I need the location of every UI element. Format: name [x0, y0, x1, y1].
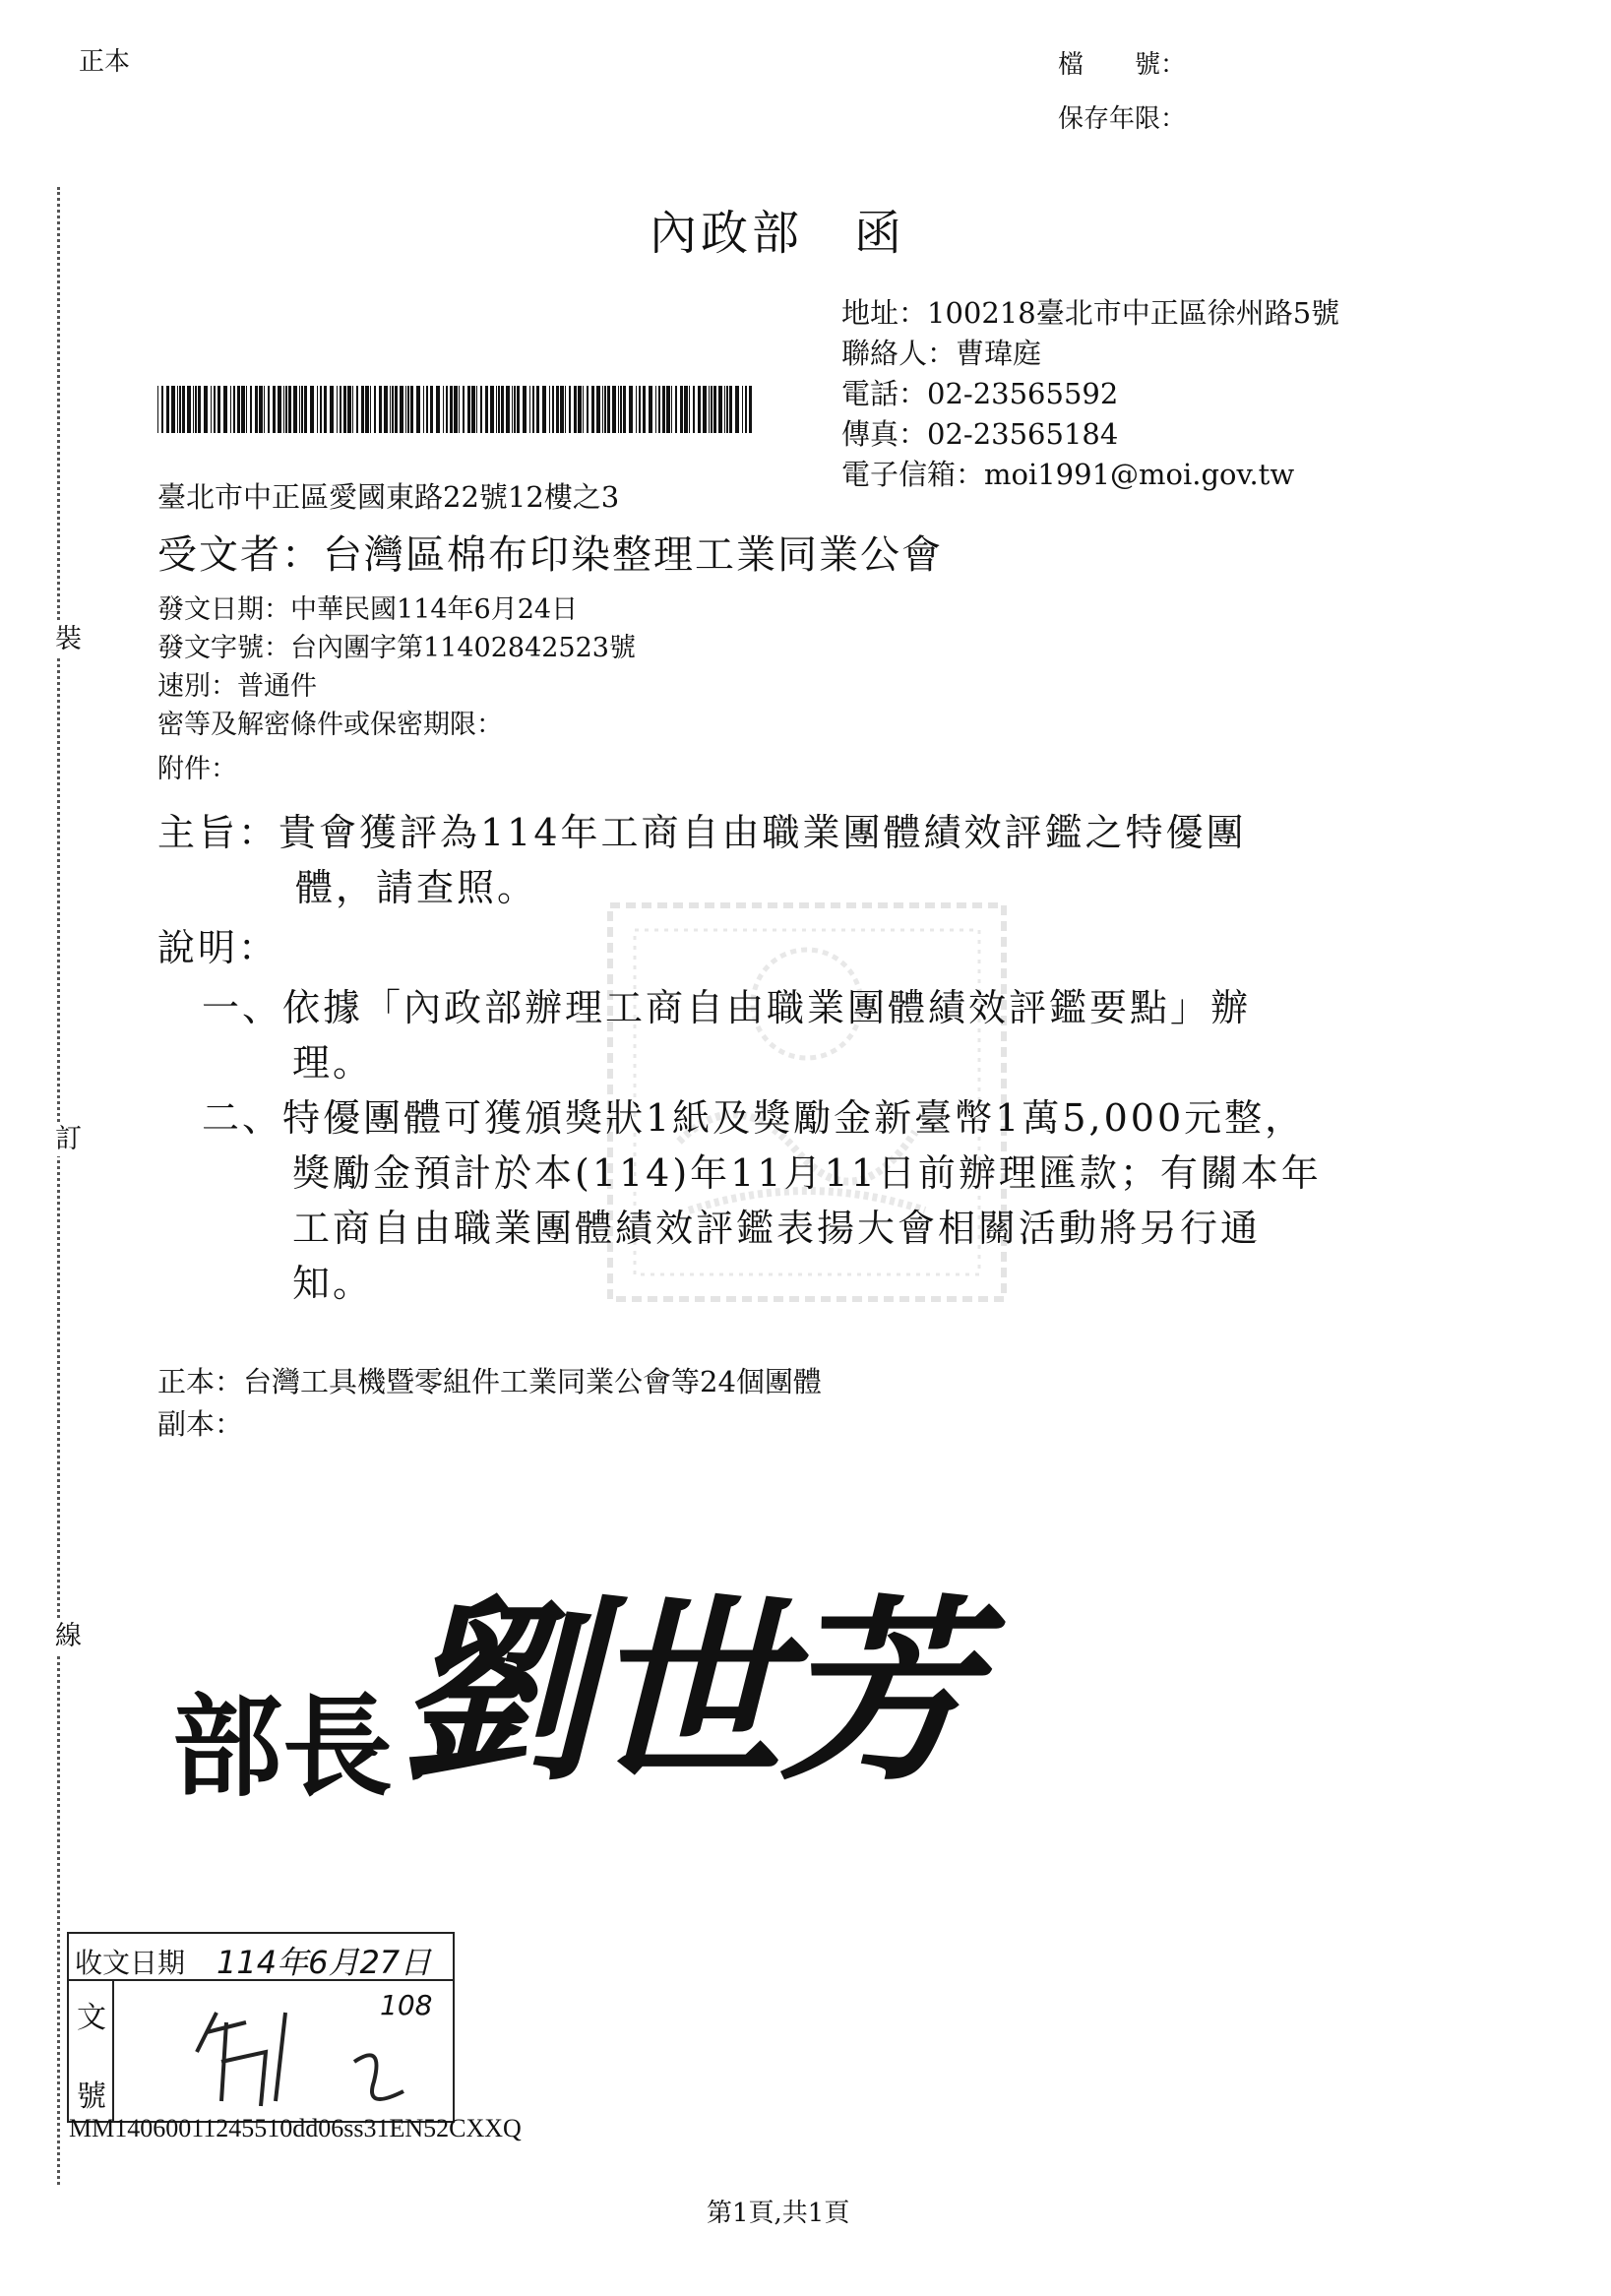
barcode-bar — [693, 386, 695, 433]
barcode-bar — [490, 386, 494, 433]
barcode-bar — [230, 386, 231, 433]
barcode-bar — [400, 386, 403, 433]
stamp-doc-label-1: 文 — [77, 2001, 106, 2035]
barcode-bar — [684, 386, 688, 433]
barcode-bar — [370, 386, 371, 433]
barcode-bar — [556, 386, 559, 433]
barcode-bar — [416, 386, 420, 433]
barcode-bar — [745, 386, 747, 433]
barcode-bar — [620, 386, 622, 433]
barcode-bar — [223, 386, 227, 433]
barcode-bar — [255, 386, 258, 433]
stamp-divider — [112, 1979, 114, 2121]
barcode-bar — [655, 386, 656, 433]
barcode-bar — [574, 386, 577, 433]
barcode-bar — [532, 386, 534, 433]
barcode-bar — [583, 386, 584, 433]
tracking-code: MM14060011245510dd06ss31EN52CXXQ — [69, 2114, 522, 2142]
barcode-bar — [273, 386, 276, 433]
barcode-bar — [463, 386, 465, 433]
barcode-bar — [347, 386, 351, 433]
barcode-bar — [410, 386, 413, 433]
explanation-item-2-line-2: 獎勵金預計於本(114)年11月11日前辦理匯款；有關本年 — [292, 1151, 1322, 1195]
attachment: 附件： — [157, 754, 237, 784]
barcode-bar — [698, 386, 701, 433]
barcode-bar — [523, 386, 527, 433]
barcode-bar — [623, 386, 626, 433]
barcode-bar — [250, 386, 252, 433]
barcode-bar — [666, 386, 670, 433]
barcode-bar — [171, 386, 175, 433]
contact-block — [841, 293, 1339, 495]
barcode-bar — [330, 386, 334, 433]
barcode-bar — [217, 386, 220, 433]
barcode-bar — [459, 386, 460, 433]
barcode-bar — [395, 386, 398, 433]
barcode-bar — [264, 386, 265, 433]
document-number: 發文字號：台內團字第11402842523號 — [157, 633, 636, 663]
barcode-bar — [446, 386, 448, 433]
barcode-bar — [643, 386, 646, 433]
barcode-bar — [268, 386, 270, 433]
barcode-bar — [749, 386, 752, 433]
barcode-bar — [187, 386, 191, 433]
contact-email: 電子信箱：moi1991@moi.gov.tw — [841, 458, 1295, 491]
delivery-speed: 速別：普通件 — [157, 671, 317, 702]
barcode-bar — [430, 386, 433, 433]
barcode-bar — [591, 386, 594, 433]
barcode-bar — [343, 386, 346, 433]
barcode-bar — [233, 386, 235, 433]
barcode-bar — [713, 386, 716, 433]
sender-address: 地址：100218臺北市中正區徐州路5號 — [841, 296, 1340, 330]
barcode-bar — [320, 386, 322, 433]
issue-date: 發文日期：中華民國114年6月24日 — [157, 594, 579, 625]
barcode-bar — [671, 386, 672, 433]
barcode-bar — [703, 386, 707, 433]
barcode-bar — [337, 386, 338, 433]
barcode-bar — [211, 386, 212, 433]
barcode-bar — [711, 386, 713, 433]
barcode-bar — [467, 386, 470, 433]
binding-mark-ding: 訂 — [55, 1124, 82, 1154]
barcode-bar — [310, 386, 314, 433]
barcode-bar — [742, 386, 743, 433]
barcode-graphic — [157, 386, 758, 435]
barcode-bar — [299, 386, 300, 433]
barcode-bar — [237, 386, 240, 433]
barcode-bar — [536, 386, 539, 433]
barcode-bar — [529, 386, 530, 433]
barcode-bar — [587, 386, 589, 433]
explanation-item-2-line-4: 知。 — [292, 1262, 374, 1305]
barcode-bar — [552, 386, 554, 433]
explanation-item-1-line-2: 理。 — [292, 1041, 374, 1085]
barcode-bar — [285, 386, 287, 433]
barcode-bar — [569, 386, 571, 433]
barcode-bar — [379, 386, 382, 433]
subject-line-2: 體，請查照。 — [295, 866, 538, 909]
barcode-bar — [498, 386, 500, 433]
barcode-bar — [288, 386, 291, 433]
barcode-bar — [602, 386, 603, 433]
barcode-bar — [390, 386, 391, 433]
barcode-bar — [724, 386, 725, 433]
barcode-bar — [485, 386, 488, 433]
barcode-bar — [405, 386, 406, 433]
barcode-bar — [658, 386, 660, 433]
barcode-bar — [361, 386, 364, 433]
barcode-bar — [426, 386, 428, 433]
barcode-bar — [177, 386, 178, 433]
barcode-bar — [496, 386, 497, 433]
barcode-bar — [214, 386, 216, 433]
barcode-bar — [365, 386, 369, 433]
barcode-bar — [726, 386, 728, 433]
barcode-bar — [198, 386, 201, 433]
barcode-bar — [612, 386, 616, 433]
signature-name: 劉世芳 — [398, 1579, 971, 1808]
barcode-bar — [317, 386, 318, 433]
barcode-bar — [735, 386, 739, 433]
received-stamp — [67, 1932, 455, 2123]
barcode-bar — [166, 386, 169, 433]
barcode-bar — [407, 386, 409, 433]
barcode-bar — [304, 386, 307, 433]
barcode-bar — [501, 386, 504, 433]
barcode-bar — [352, 386, 353, 433]
barcode-bar — [549, 386, 550, 433]
barcode-bar — [618, 386, 619, 433]
barcode-bar — [517, 386, 520, 433]
document-title: 內政部 函 — [650, 206, 906, 261]
barcode-bar — [542, 386, 546, 433]
secrecy-level: 密等及解密條件或保密期限： — [157, 710, 503, 740]
binding-mark-xian: 線 — [55, 1621, 82, 1651]
barcode-bar — [450, 386, 453, 433]
barcode-bar — [476, 386, 477, 433]
barcode-bar — [565, 386, 566, 433]
barcode-bar — [293, 386, 297, 433]
barcode-bar — [607, 386, 610, 433]
distribution-block — [157, 1361, 822, 1446]
meta-block — [157, 590, 636, 788]
binding-margin-line — [57, 187, 60, 2185]
file-number-label: 檔 號： — [1058, 50, 1187, 80]
stamp-date-row — [69, 1934, 453, 1981]
signature-title: 部長 — [172, 1684, 393, 1812]
barcode-bar — [384, 386, 388, 433]
barcode-bar — [204, 386, 208, 433]
stamp-doc-label-2: 號 — [77, 2079, 106, 2114]
barcode-bar — [182, 386, 185, 433]
barcode-bar — [636, 386, 637, 433]
barcode-bar — [512, 386, 513, 433]
barcode-bar — [301, 386, 303, 433]
barcode-bar — [689, 386, 690, 433]
explanation-item-1-line-1: 一、依據「內政部辦理工商自由職業團體績效評鑑要點」辦 — [202, 986, 1252, 1029]
barcode-bar — [259, 386, 263, 433]
stamp-handwriting — [177, 1993, 433, 2116]
recipient: 受文者：台灣區棉布印染整理工業同業公會 — [157, 532, 943, 578]
barcode-bar — [680, 386, 683, 433]
barcode-bar — [729, 386, 732, 433]
stamp-received-label: 收文日期 — [75, 1947, 186, 1979]
explanation-item-2-line-3: 工商自由職業團體績效評鑑表揚大會相關活動將另行通 — [292, 1207, 1262, 1250]
contact-fax: 傳真：02-23565184 — [841, 417, 1119, 451]
stamp-number: 108 — [380, 1989, 433, 2021]
barcode-bar — [471, 386, 475, 433]
explanation-label: 說明： — [157, 926, 279, 969]
barcode-bar — [324, 386, 327, 433]
barcode-bar — [578, 386, 582, 433]
barcode-bar — [374, 386, 376, 433]
stamp-received-value: 114年6月27日 — [217, 1944, 432, 1981]
barcode-bar — [718, 386, 722, 433]
barcode-bar — [356, 386, 358, 433]
page-info: 第1頁,共1頁 — [707, 2199, 850, 2228]
copy-label: 正本 — [79, 47, 131, 77]
contact-phone: 電話：02-23565592 — [841, 377, 1119, 410]
minister-signature — [172, 1535, 970, 1818]
explanation-item-2-line-1: 二、特優團體可獲頒獎狀1紙及獎勵金新臺幣1萬5,000元整， — [202, 1096, 1306, 1140]
recipient-address: 臺北市中正區愛國東路22號12樓之3 — [157, 480, 620, 514]
barcode-bar — [596, 386, 600, 433]
barcode-bar — [514, 386, 516, 433]
subject-line-1: 主旨：貴會獲評為114年工商自由職業團體績效評鑑之特優團 — [157, 811, 1247, 854]
barcode-bar — [179, 386, 181, 433]
barcode-bar — [709, 386, 710, 433]
barcode-bar — [454, 386, 458, 433]
barcode-bar — [639, 386, 641, 433]
barcode-bar — [506, 386, 510, 433]
barcode-bar — [161, 386, 163, 433]
barcode-bar — [340, 386, 341, 433]
barcode-bar — [675, 386, 677, 433]
barcode-bar — [649, 386, 652, 433]
barcode-bar — [283, 386, 284, 433]
barcode-bar — [629, 386, 633, 433]
binding-mark-zhuang: 裝 — [55, 624, 82, 654]
distribution-copy: 副本： — [157, 1407, 244, 1441]
distribution-original: 正本：台灣工具機暨零組件工業同業公會等24個團體 — [157, 1365, 822, 1398]
retention-period-label: 保存年限： — [1058, 104, 1187, 134]
barcode-bar — [443, 386, 444, 433]
subject — [157, 805, 1247, 915]
barcode-bar — [193, 386, 194, 433]
barcode-bar — [246, 386, 247, 433]
barcode-bar — [423, 386, 424, 433]
barcode-bar — [480, 386, 482, 433]
contact-person: 聯絡人：曹瑋庭 — [841, 337, 1042, 370]
barcode-bar — [278, 386, 281, 433]
explanation-items — [202, 980, 1322, 1311]
barcode-bar — [157, 386, 158, 433]
barcode-bar — [662, 386, 665, 433]
barcode-bar — [241, 386, 245, 433]
barcode-bar — [436, 386, 440, 433]
barcode-bar — [560, 386, 564, 433]
barcode-bar — [392, 386, 394, 433]
barcode-bar — [195, 386, 197, 433]
barcode-bar — [604, 386, 606, 433]
